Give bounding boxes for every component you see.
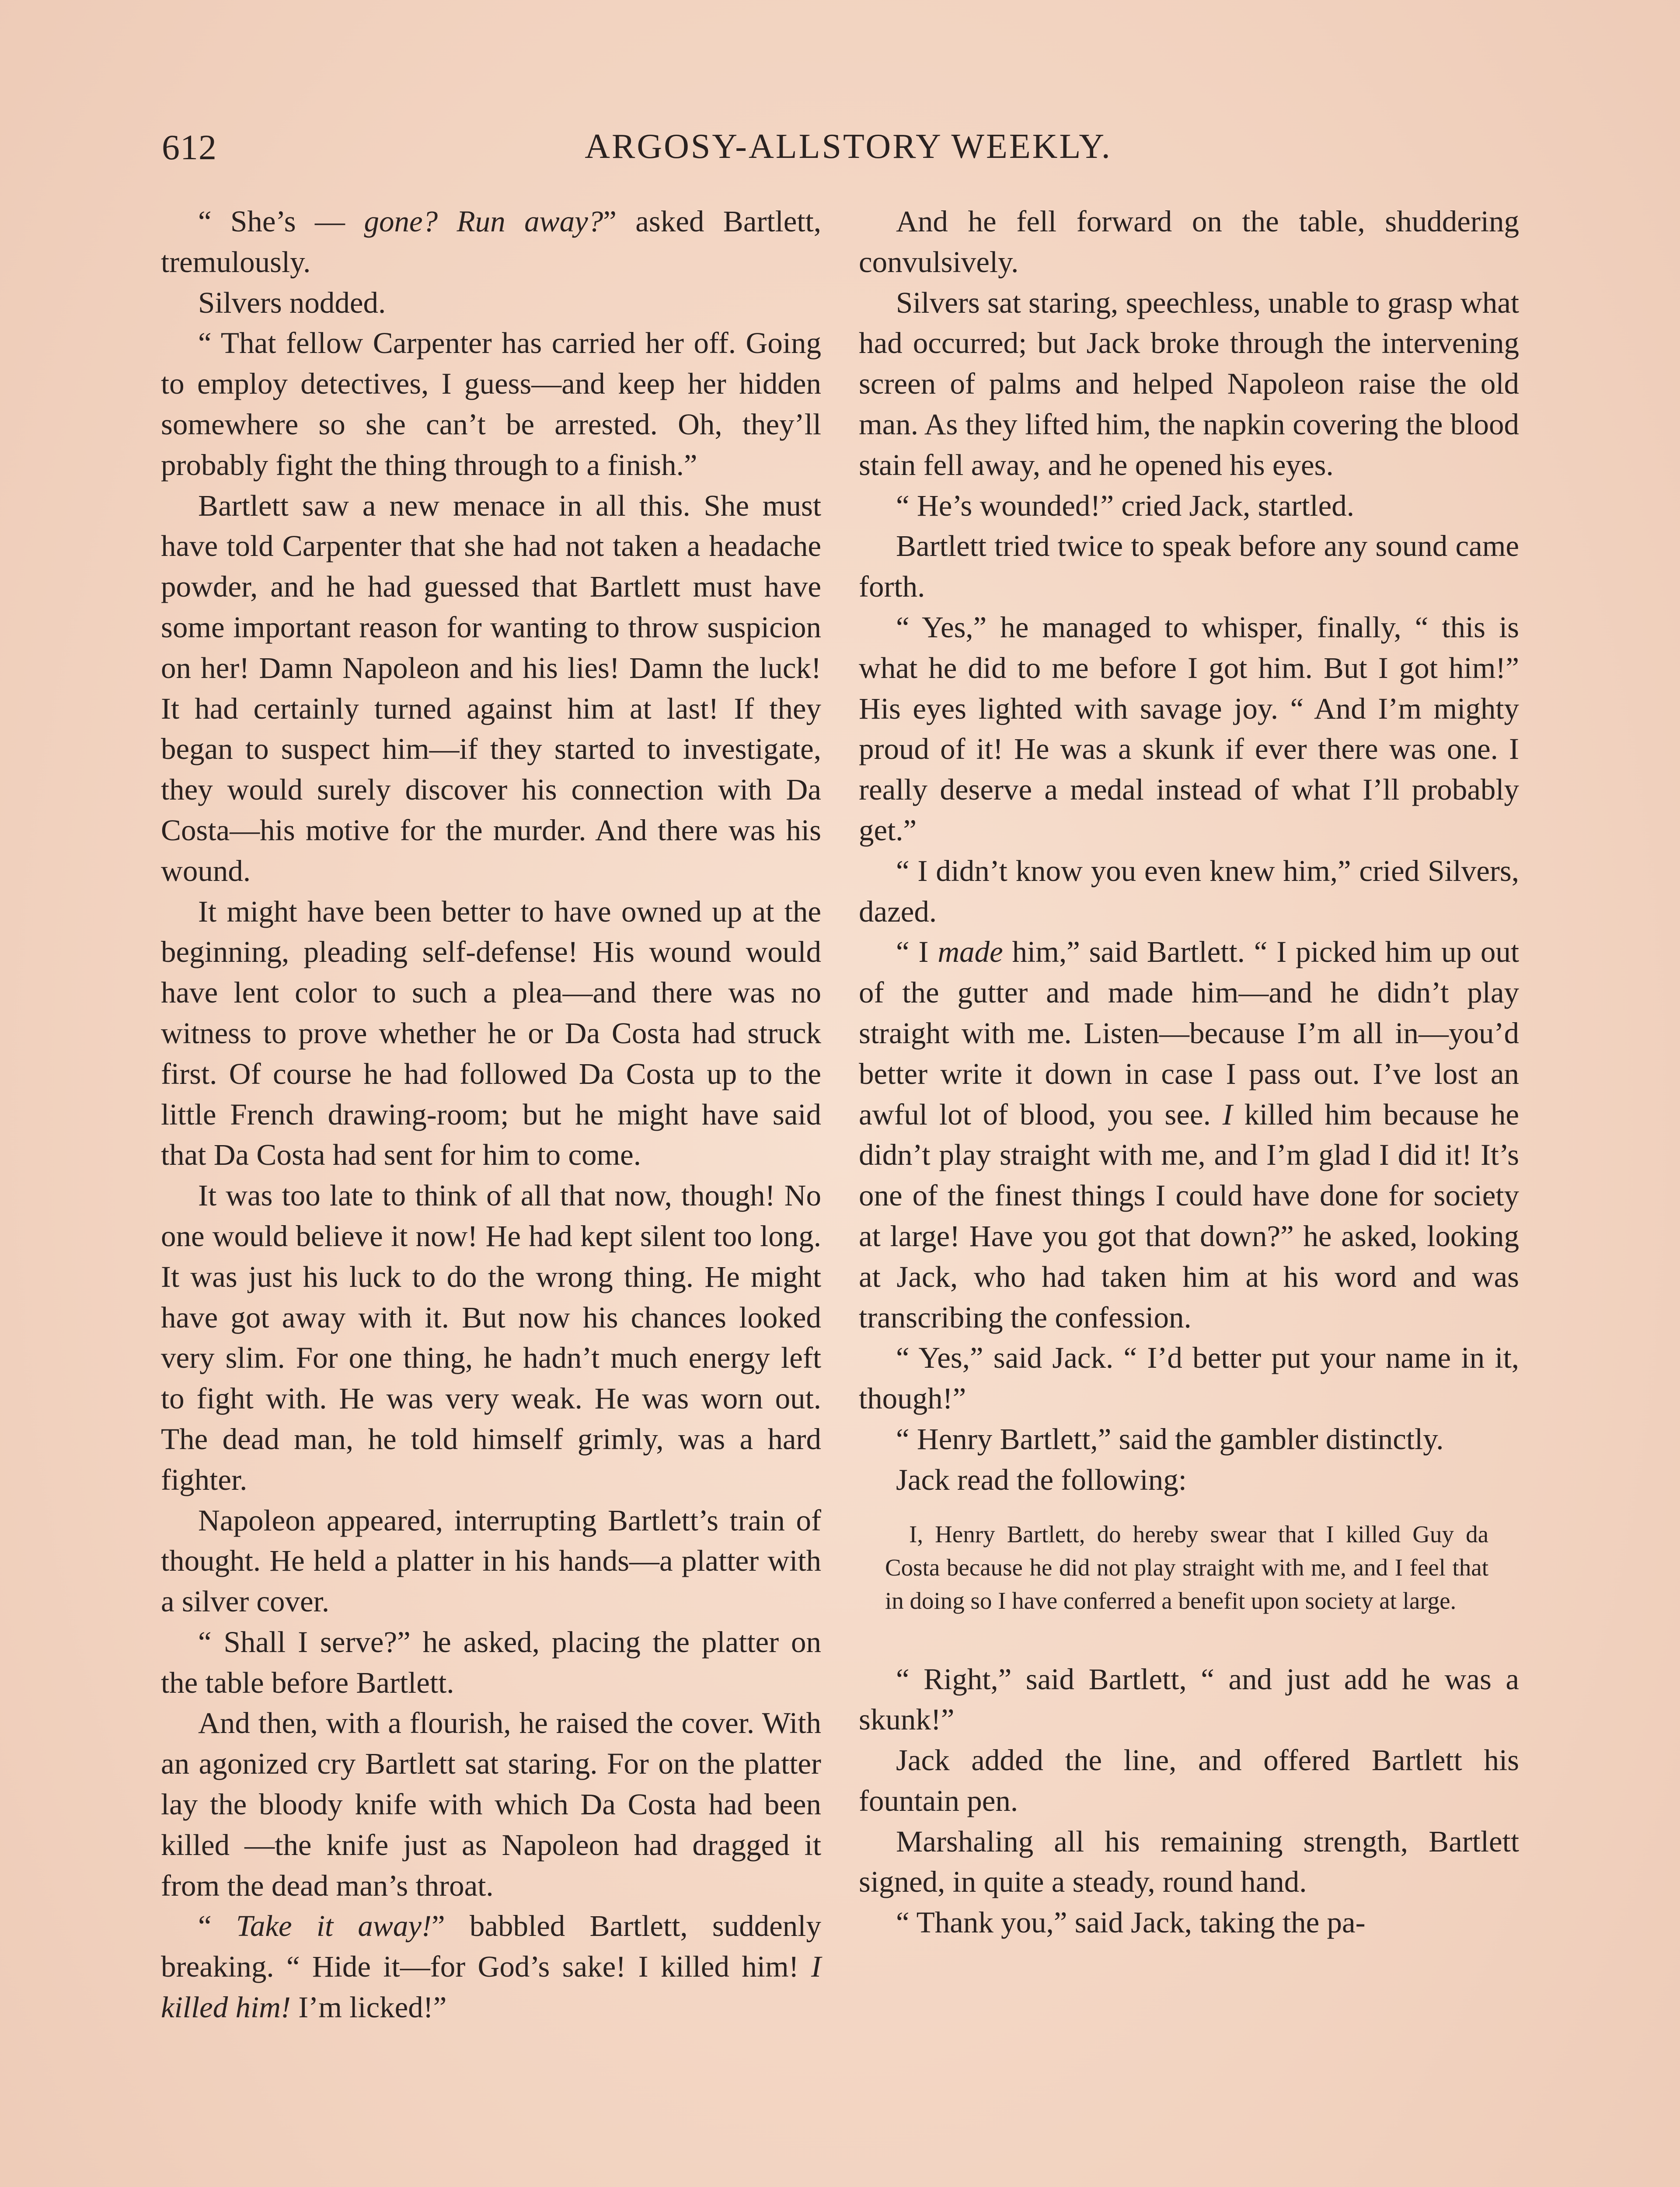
paragraph: Napoleon appeared, interrupting Bartlett’s train of thought. He held a platter in his hands—a platter with a silver cover. — [161, 1503, 821, 1618]
running-head: ARGOSY-ALLSTORY WEEKLY. — [585, 127, 1112, 166]
page-header — [162, 127, 1535, 175]
paragraph: Silvers sat staring, speechless, unable to grasp what had occurred; but Jack broke through the intervening screen of palms and helped Napoleon raise the old man. As they lifted him, the napkin covering the blood stain fell away, and he opened his eyes. — [859, 286, 1519, 482]
paragraph: Jack added the line, and offered Bartlett his fountain pen. — [859, 1743, 1519, 1817]
confession-quote: I, Henry Bartlett, do hereby swear that I killed Guy da Costa because he did not play straight with me, and I feel that in doing so I have conferred a benefit upon society at large. — [885, 1520, 1488, 1614]
paragraph: And he fell forward on the table, shuddering convulsively. — [859, 205, 1519, 279]
paragraph: “ Yes,” said Jack. “ I’d better put your name in it, though!” — [859, 1341, 1519, 1415]
right-column — [859, 201, 1519, 1943]
paragraph: “ Right,” said Bartlett, “ and just add he was a skunk!” — [859, 1662, 1519, 1736]
paragraph: Silvers nodded. — [198, 286, 386, 319]
paragraph: “ She’s — gone? Run away?” asked Bartlett, tremulously. — [161, 205, 821, 279]
paragraph: Marshaling all his remaining strength, Bartlett signed, in quite a steady, round hand. — [859, 1824, 1519, 1899]
paragraph: “ Thank you,” said Jack, taking the pa- — [896, 1906, 1366, 1939]
paragraph: “ That fellow Carpenter has carried her off. Going to employ detectives, I guess—and keep her hidden somewhere so she can’t be arrested. Oh, they’ll probably fight the thing through to a finish.” — [161, 326, 821, 482]
paragraph: And then, with a flourish, he raised the cover. With an agonized cry Bartlett sat staring. For on the platter lay the bloody knife with which Da Costa had been killed —the knife just as Napoleon had dragged it from the dead man’s throat. — [161, 1706, 821, 1902]
left-column — [161, 201, 821, 2028]
paragraph: Jack read the following: — [896, 1463, 1187, 1496]
paragraph: Bartlett tried twice to speak before any sound came forth. — [859, 529, 1519, 604]
paragraph: “ I didn’t know you even knew him,” cried Silvers, dazed. — [859, 854, 1519, 928]
paragraph: It might have been better to have owned up at the beginning, pleading self-defense! His wound would have lent color to such a plea—and there was no witness to prove whether he or Da Costa had struck first. Of course he had followed Da Costa up to the little French drawing-room; but he might have said that Da Costa had sent for him to come. — [161, 894, 821, 1172]
paragraph: “ Shall I serve?” he asked, placing the platter on the table before Bartlett. — [161, 1625, 821, 1699]
paragraph: “ Henry Bartlett,” said the gambler distinctly. — [896, 1422, 1444, 1456]
page-number: 612 — [162, 127, 217, 167]
paragraph: “ Take it away!” babbled Bartlett, suddenly breaking. “ Hide it—for God’s sake! I killed him! I killed him! I’m licked!” — [161, 1909, 821, 2024]
paragraph: “ Yes,” he managed to whisper, finally, “ this is what he did to me before I got him. But I got him!” His eyes lighted with savage joy. “ And I’m mighty proud of it! He was a skunk if ever there was one. I really deserve a medal instead of what I’ll probably get.” — [859, 610, 1519, 847]
paragraph: Bartlett saw a new menace in all this. She must have told Carpenter that she had not taken a headache powder, and he had guessed that Bartlett must have some important reason for wanting to throw suspicion on her! Damn Napoleon and his lies! Damn the luck! It had certainly turned against him at last! If they began to suspect him—if they started to investigate, they would surely discover his connection with Da Costa—his motive for the murder. And there was his wound. — [161, 489, 821, 887]
paragraph: “ I made him,” said Bartlett. “ I picked him up out of the gutter and made him—and he didn’t play straight with me. Listen—because I’m all in—you’d better write it down in case I pass out. I’ve lost an awful lot of blood, you see. I killed him because he didn’t play straight with me, and I’m glad I did it! It’s one of the finest things I could have done for society at large! Have you got that down?” he asked, looking at Jack, who had taken him at his word and was transcribing the confession. — [859, 935, 1519, 1334]
paragraph: It was too late to think of all that now, though! No one would believe it now! He had kept silent too long. It was just his luck to do the wrong thing. He might have got away with it. But now his chances looked very slim. For one thing, he hadn’t much energy left to fight with. He was very weak. He was worn out. The dead man, he told himself grimly, was a hard fighter. — [161, 1179, 821, 1496]
paragraph: “ He’s wounded!” cried Jack, startled. — [896, 489, 1355, 522]
